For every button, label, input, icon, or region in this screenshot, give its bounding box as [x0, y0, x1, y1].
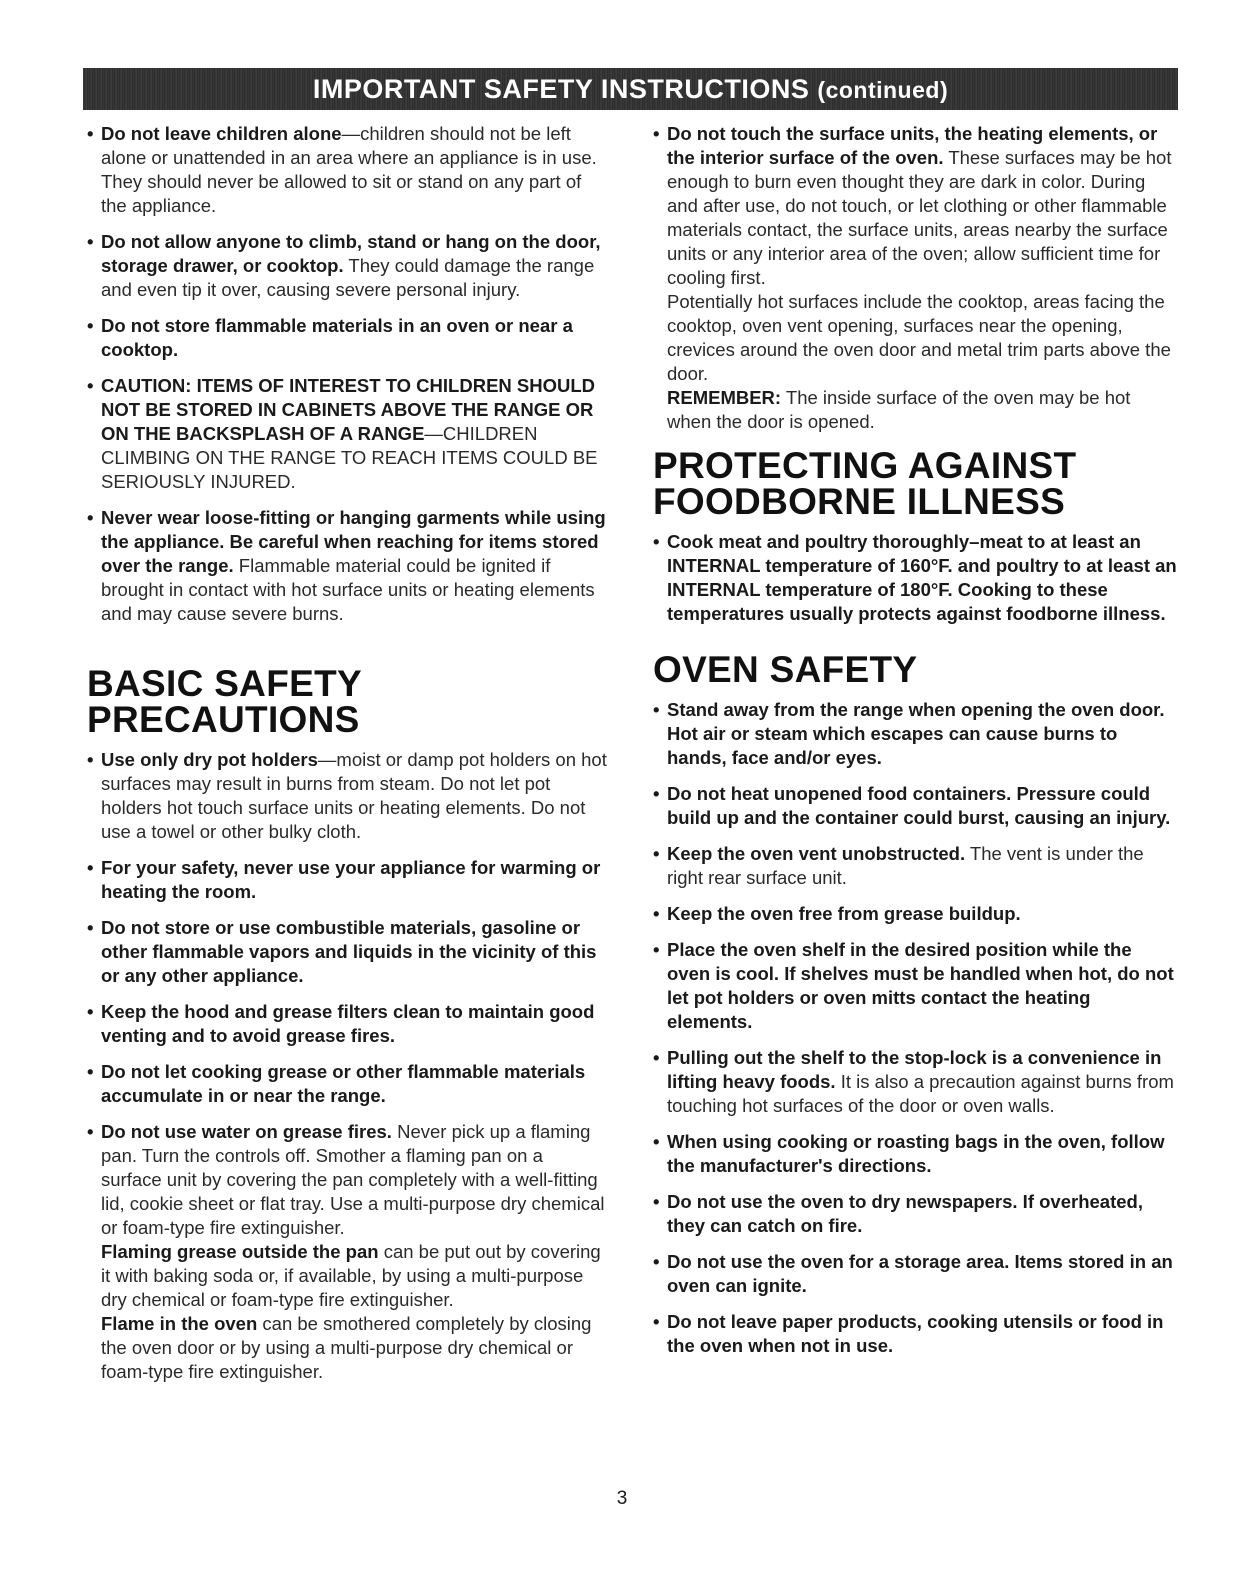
list-item: • Cook meat and poultry thoroughly–meat to at least an INTERNAL temperature of 160°F. and poultry to at least an INTERNAL temperature of 180°F. Cooking to these temperatures usually protects against foodborne illness. [653, 531, 1177, 624]
list-item: • Place the oven shelf in the desired position while the oven is cool. If shelves must be handled when hot, do not let pot holders or oven mitts contact the heating elements. [653, 939, 1174, 1032]
list-item: • Keep the oven vent unobstructed. The vent is under the right rear surface unit. [653, 843, 1144, 888]
list-item: • Do not let cooking grease or other flammable materials accumulate in or near the range. [87, 1061, 586, 1106]
list-item: • Do not heat unopened food containers. Pressure could build up and the container could burst, causing an injury. [653, 783, 1171, 828]
list-item: • For your safety, never use your appliance for warming or heating the room. [87, 857, 601, 902]
hot-surfaces-item: • Do not touch the surface units, the heating elements, or the interior surface of the oven. These surfaces may be hot enough to burn even thought they are dark in color. During and after use, do not touch, or let clothing or other flammable materials contact, the surface units, areas nearby the surface units or any interior area of the oven; allow sufficient time for cooling first. Potentially hot surfaces include the cooktop, areas facing the cooktop, oven vent opening, surfaces near the opening, crevices around the oven door and metal trim parts above the door. REMEMBER: The inside surface of the oven may be hot when the door is opened. [653, 123, 1172, 432]
list-item: • Pulling out the shelf to the stop-lock is a convenience in lifting heavy foods. It is also a precaution against burns from touching hot surfaces of the door or oven walls. [653, 1047, 1174, 1116]
list-item: • Do not use the oven for a storage area. Items stored in an oven can ignite. [653, 1251, 1173, 1296]
list-item: • Keep the hood and grease filters clean to maintain good venting and to avoid grease fires. [87, 1001, 595, 1046]
list-item: • Do not store or use combustible materials, gasoline or other flammable vapors and liquids in the vicinity of this or any other appliance. [87, 917, 597, 986]
list-item: • Never wear loose-fitting or hanging garments while using the appliance. Be careful when reaching for items stored over the range. Flammable material could be ignited if brought in contact with hot surface units or heating elements and may cause severe burns. [87, 507, 606, 624]
list-item: • Do not leave paper products, cooking utensils or food in the oven when not in use. [653, 1311, 1164, 1356]
foodborne-heading: PROTECTING AGAINST FOODBORNE ILLNESS [653, 445, 1077, 522]
basic-safety-heading: BASIC SAFETY PRECAUTIONS [87, 663, 362, 740]
section-banner [83, 68, 1178, 110]
left-column [87, 122, 607, 1396]
list-item: • Keep the oven free from grease buildup. [653, 903, 1021, 924]
list-item: • Do not use the oven to dry newspapers. If overheated, they can catch on fire. [653, 1191, 1143, 1236]
list-item: • Do not allow anyone to climb, stand or hang on the door, storage drawer, or cooktop. They could damage the range and even tip it over, causing severe personal injury. [87, 231, 601, 300]
grease-fire-item: • Do not use water on grease fires. Never pick up a flaming pan. Turn the controls off. Smother a flaming pan on a surface unit by covering the pan completely with a well-fitting lid, cookie sheet or flat tray. Use a multi-purpose dry chemical or foam-type fire extinguisher. Flaming grease outside the pan can be put out by covering it with baking soda or, if available, by using a multi-purpose dry chemical or foam-type fire extinguisher. Flame in the oven can be smothered completely by closing the oven door or by using a multi-purpose dry chemical or foam-type fire extinguisher. [87, 1121, 605, 1382]
list-item: • Do not store flammable materials in an oven or near a cooktop. [87, 315, 573, 360]
list-item: • Stand away from the range when opening the oven door. Hot air or steam which escapes can cause burns to hands, face and/or eyes. [653, 699, 1165, 768]
list-item: • Use only dry pot holders—moist or damp pot holders on hot surfaces may result in burns from steam. Do not let pot holders hot touch surface units or heating elements. Do not use a towel or other bulky cloth. [87, 749, 607, 842]
list-item: • Do not leave children alone—children should not be left alone or unattended in an area where an appliance is in use. They should never be allowed to sit or stand on any part of the appliance. [87, 123, 597, 216]
banner-subtitle: (continued) [817, 77, 949, 103]
list-item: • CAUTION: ITEMS OF INTEREST TO CHILDREN SHOULD NOT BE STORED IN CABINETS ABOVE THE RANGE OR ON THE BACKSPLASH OF A RANGE—CHILDREN CLIMBING ON THE RANGE TO REACH ITEMS COULD BE SERIOUSLY INJURED. [87, 375, 598, 492]
page-number: 3 [616, 1488, 628, 1509]
banner-title: IMPORTANT SAFETY INSTRUCTIONS [312, 74, 810, 104]
oven-safety-heading: OVEN SAFETY [653, 649, 918, 690]
right-column [653, 122, 1178, 1370]
list-item: • When using cooking or roasting bags in the oven, follow the manufacturer's directions. [653, 1131, 1165, 1176]
